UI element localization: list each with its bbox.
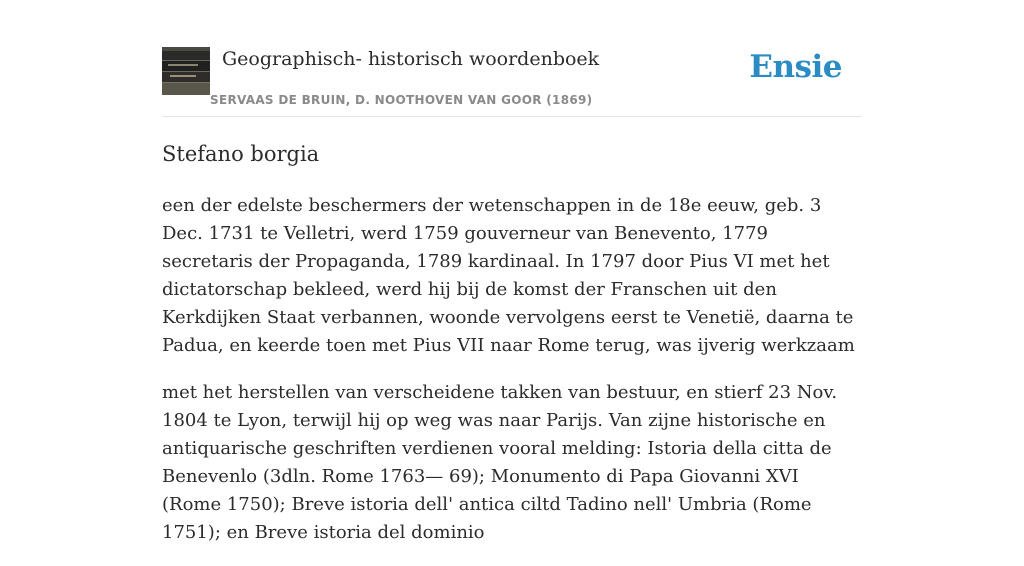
book-cover-avatar[interactable]: [162, 47, 210, 95]
entry-title: Stefano borgia: [162, 142, 320, 166]
book-header: [162, 46, 862, 117]
ensie-logo-link[interactable]: Ensie: [749, 49, 842, 85]
entry-paragraph: een der edelste beschermers der wetenschappen in de 18e eeuw, geb. 3 Dec. 1731 te Velletri, werd 1759 gouverneur van Benevento, 1779 secretaris der Propaganda, 1789 kardinaal. In 1797 door Pius VI met het dictatorschap bekleed, werd hij bij de komst der Franschen uit den Kerkdijken Staat verbannen, woonde vervolgens eerst te Venetië, daarna te Padua, en keerde toen met Pius VII naar Rome terug, was ijverig werkzaam: [162, 195, 855, 356]
book-authors: SERVAAS DE BRUIN, D. NOOTHOVEN VAN GOOR (1869): [210, 93, 593, 107]
book-title[interactable]: Geographisch- historisch woordenboek: [222, 48, 600, 70]
entry-body: [162, 192, 862, 566]
book-spines-icon: [162, 47, 210, 95]
entry-paragraph: met het herstellen van verscheidene takken van bestuur, en stierf 23 Nov. 1804 te Lyon, terwijl hij op weg was naar Parijs. Van zijne historische en antiquarische geschriften verdienen vooral melding: Istoria della citta de Benevenlo (3dln. Rome 1763— 69); Monumento di Papa Giovanni XVI (Rome 1750); Breve istoria dell' antica ciltd Tadino nell' Umbria (Rome 1751); en Breve istoria del dominio: [162, 382, 838, 543]
